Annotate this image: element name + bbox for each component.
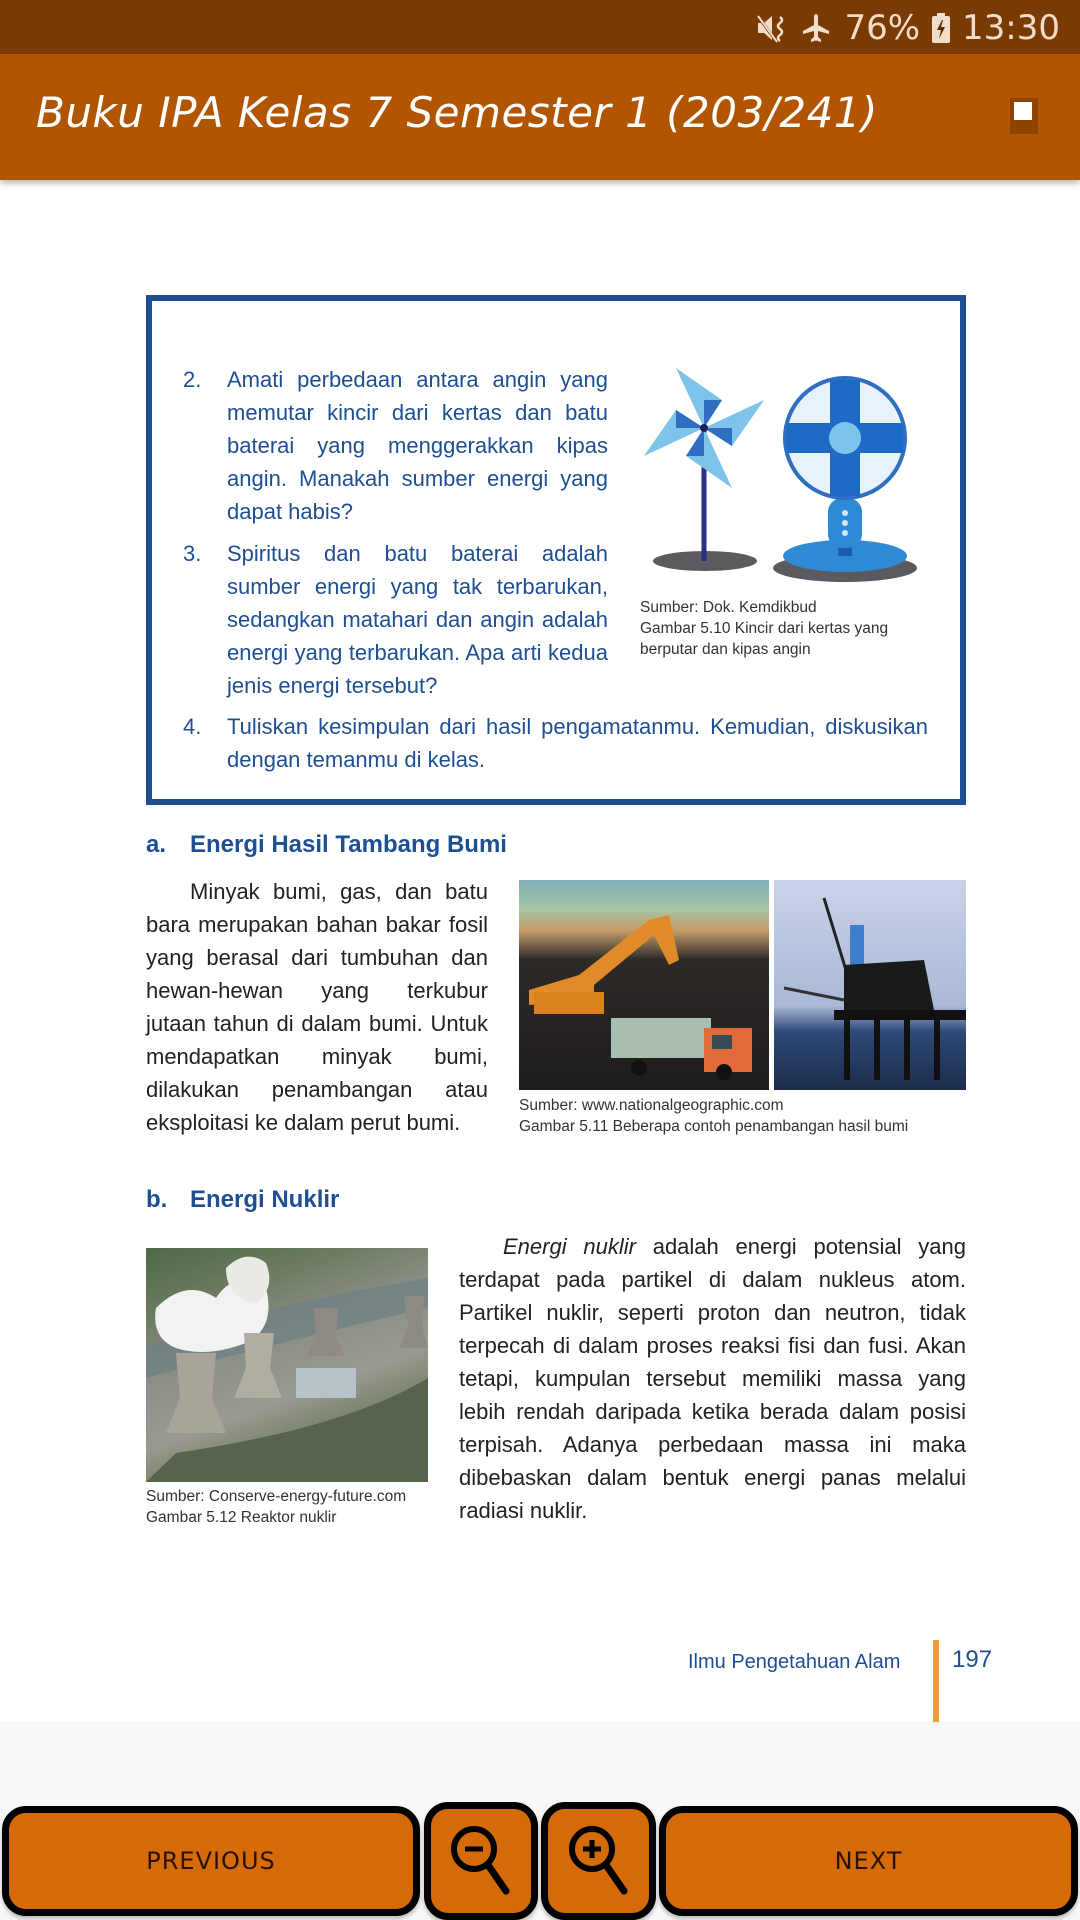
clock: 13:30 xyxy=(962,8,1060,48)
section-label: a. xyxy=(146,831,167,858)
section-heading xyxy=(146,1186,746,1218)
figure-caption xyxy=(519,1095,979,1137)
item-text: Amati perbedaan antara angin yang memutar kincir dari kertas dan batu baterai yang menggerakkan kipas angin. Manakah sumber energi yang dapat habis? xyxy=(227,367,608,524)
figure-caption xyxy=(146,1486,446,1528)
previous-button[interactable] xyxy=(2,1806,420,1916)
page-number: 197 xyxy=(952,1646,993,1673)
previous-label: PREVIOUS xyxy=(146,1847,276,1875)
figure-source: Sumber: Conserve-energy-future.com xyxy=(146,1488,407,1505)
book-page xyxy=(0,180,1080,1721)
item-text: Spiritus dan batu baterai adalah sumber energi yang tak terbarukan, sedangkan matahari dan angin adalah energi yang terbarukan. Apa arti kedua jenis energi tersebut? xyxy=(227,541,608,698)
airplane-mode-icon xyxy=(800,12,832,44)
item-number: 3. xyxy=(183,541,202,566)
square-menu-icon xyxy=(1014,102,1032,120)
coal-mining-photo xyxy=(519,880,769,1090)
italic-term: Energi nuklir xyxy=(503,1234,636,1259)
next-button[interactable] xyxy=(659,1806,1078,1916)
figure-title: Gambar 5.12 Reaktor nuklir xyxy=(146,1509,337,1526)
item-number: 4. xyxy=(183,714,202,739)
mute-vibrate-icon xyxy=(756,13,788,43)
zoom-out-button[interactable] xyxy=(424,1802,538,1920)
item-text: Tuliskan kesimpulan dari hasil pengamatanmu. Kemudian, diskusikan dengan temanmu di kelas. xyxy=(227,714,928,772)
oil-platform-photo xyxy=(774,880,966,1090)
figure-source: Sumber: www.nationalgeographic.com xyxy=(519,1097,784,1114)
app-bar xyxy=(0,54,1080,180)
figure-title: Gambar 5.10 Kincir dari kertas yang berputar dan kipas angin xyxy=(640,620,889,658)
section-heading xyxy=(146,831,746,863)
section-paragraph: Minyak bumi, gas, dan batu bara merupakan bahan bakar fosil yang berasal dari tumbuhan dan hewan-hewan yang terkubur jutaan tahun di dalam bumi. Untuk mendapatkan minyak bumi, dilakukan penambangan atau eksploitasi ke dalam perut bumi. xyxy=(146,879,488,1135)
app-title: Buku IPA Kelas 7 Semester 1 (203/241) xyxy=(36,88,878,137)
section-label: b. xyxy=(146,1186,168,1213)
nuclear-reactor-photo xyxy=(146,1248,428,1482)
zoom-out-icon xyxy=(446,1819,516,1904)
status-icons xyxy=(756,8,1060,48)
zoom-in-icon xyxy=(564,1819,634,1904)
battery-percentage: 76% xyxy=(844,8,921,48)
pinwheel-fan-illustration xyxy=(640,358,925,583)
item-number: 2. xyxy=(183,367,202,392)
battery-charging-icon xyxy=(932,13,950,43)
section-title: Energi Hasil Tambang Bumi xyxy=(190,831,507,858)
status-bar xyxy=(0,0,1080,54)
book-name: Ilmu Pengetahuan Alam xyxy=(688,1651,901,1673)
menu-button[interactable] xyxy=(1010,98,1038,134)
figure-caption xyxy=(640,597,940,660)
footer-divider xyxy=(933,1640,939,1722)
section-title: Energi Nuklir xyxy=(190,1186,340,1213)
zoom-in-button[interactable] xyxy=(541,1802,656,1920)
figure-title: Gambar 5.11 Beberapa contoh penambangan hasil bumi xyxy=(519,1118,909,1135)
figure-source: Sumber: Dok. Kemdikbud xyxy=(640,599,817,616)
next-label: NEXT xyxy=(834,1847,903,1875)
section-paragraph: Energi nuklir adalah energi potensial yang terdapat pada partikel di dalam nukleus atom. Partikel nuklir, seperti proton dan neutron, tidak terpecah di dalam proses reaksi fisi dan fusi. Akan tetapi, kumpulan tersebut memiliki massa yang lebih rendah daripada ketika berada dalam posisi terpisah. Adanya perbedaan massa ini maka dibebaskan dalam bentuk energi panas melalui radiasi nuklir. xyxy=(459,1234,966,1523)
